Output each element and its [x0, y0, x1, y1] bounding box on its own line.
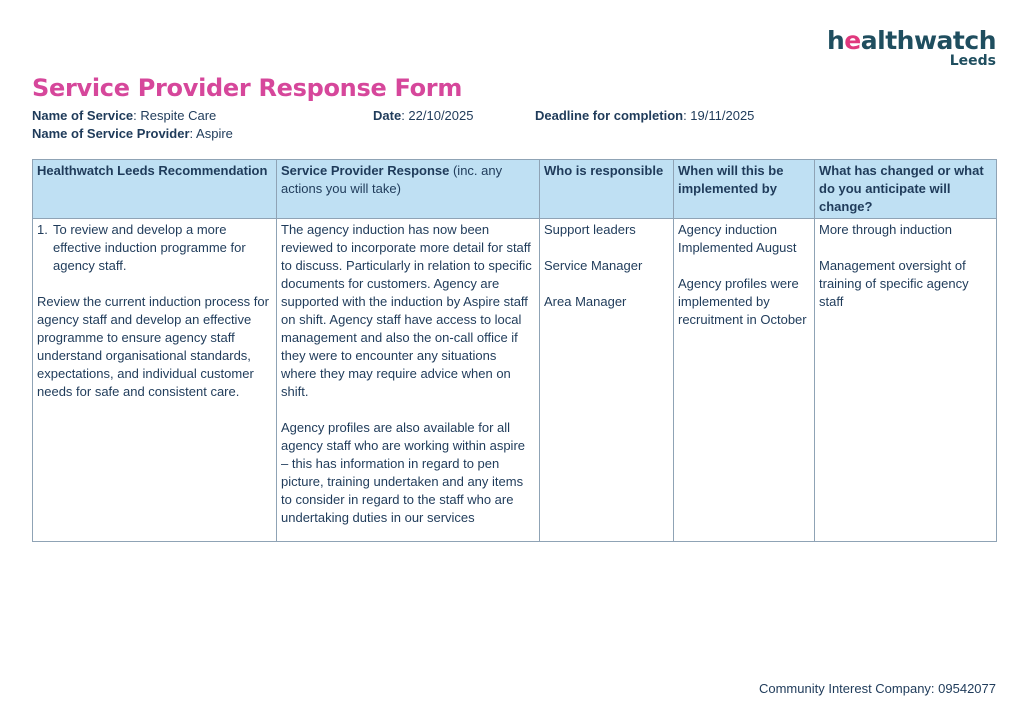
table-row — [33, 219, 997, 542]
footer-company-number: Community Interest Company: 09542077 — [758, 681, 996, 696]
cell-responsible — [540, 219, 674, 542]
response-paragraph: Agency profiles are also available for all agency staff who are working within aspire – this has information in regard to pen picture, training undertaken and any items to consider in regard to the staff who are undertaking duties in our services — [281, 420, 525, 525]
cell-recommendation — [33, 219, 277, 542]
logo-subtitle: Leeds — [949, 53, 996, 69]
form-date: Date: 22/10/2025 — [373, 108, 474, 123]
logo-wordmark: healthwatch — [826, 26, 996, 55]
healthwatch-leeds-logo — [827, 28, 996, 68]
response-table — [32, 159, 997, 542]
when-item: Agency profiles were implemented by recruitment in October — [678, 276, 807, 327]
changed-item: Management oversight of training of specific agency staff — [819, 258, 969, 309]
header-who-responsible: Who is responsible — [540, 160, 674, 219]
page-title: Service Provider Response Form — [32, 74, 463, 102]
cell-when — [674, 219, 815, 542]
responsible-item: Support leaders — [544, 222, 636, 237]
service-provider: Name of Service Provider: Aspire — [32, 126, 233, 141]
responsible-item: Area Manager — [544, 294, 627, 309]
header-what-changed: What has changed or what do you anticipate will change? — [815, 160, 997, 219]
responsible-item: Service Manager — [544, 258, 643, 273]
header-recommendation: Healthwatch Leeds Recommendation — [33, 160, 277, 219]
deadline: Deadline for completion: 19/11/2025 — [535, 108, 755, 123]
recommendation-item: 1. To review and develop a more effective induction programme for agency staff. — [37, 222, 246, 273]
response-paragraph: The agency induction has now been reviewed to incorporate more detail for staff to discuss. Particularly in relation to specific documents for customers. Agency are supported with the induction by Aspire staff on shift. Agency staff have access to local management and also the on-call office if they were to encounter any situations where they may require advice when on shift. — [281, 222, 532, 399]
cell-changed — [815, 219, 997, 542]
table-header-row — [33, 160, 997, 219]
cell-provider-response — [277, 219, 540, 542]
header-provider-response: Service Provider Response (inc. any actions you will take) — [277, 160, 540, 219]
when-item: Agency induction Implemented August — [678, 222, 797, 255]
header-when-implemented: When will this be implemented by — [674, 160, 815, 219]
service-name: Name of Service: Respite Care — [32, 108, 217, 123]
changed-item: More through induction — [819, 222, 952, 237]
recommendation-detail: Review the current induction process for agency staff and develop an effective programme to ensure agency staff understand organisational standards, expectations, and individual customer needs for safe and consistent care. — [37, 294, 269, 399]
